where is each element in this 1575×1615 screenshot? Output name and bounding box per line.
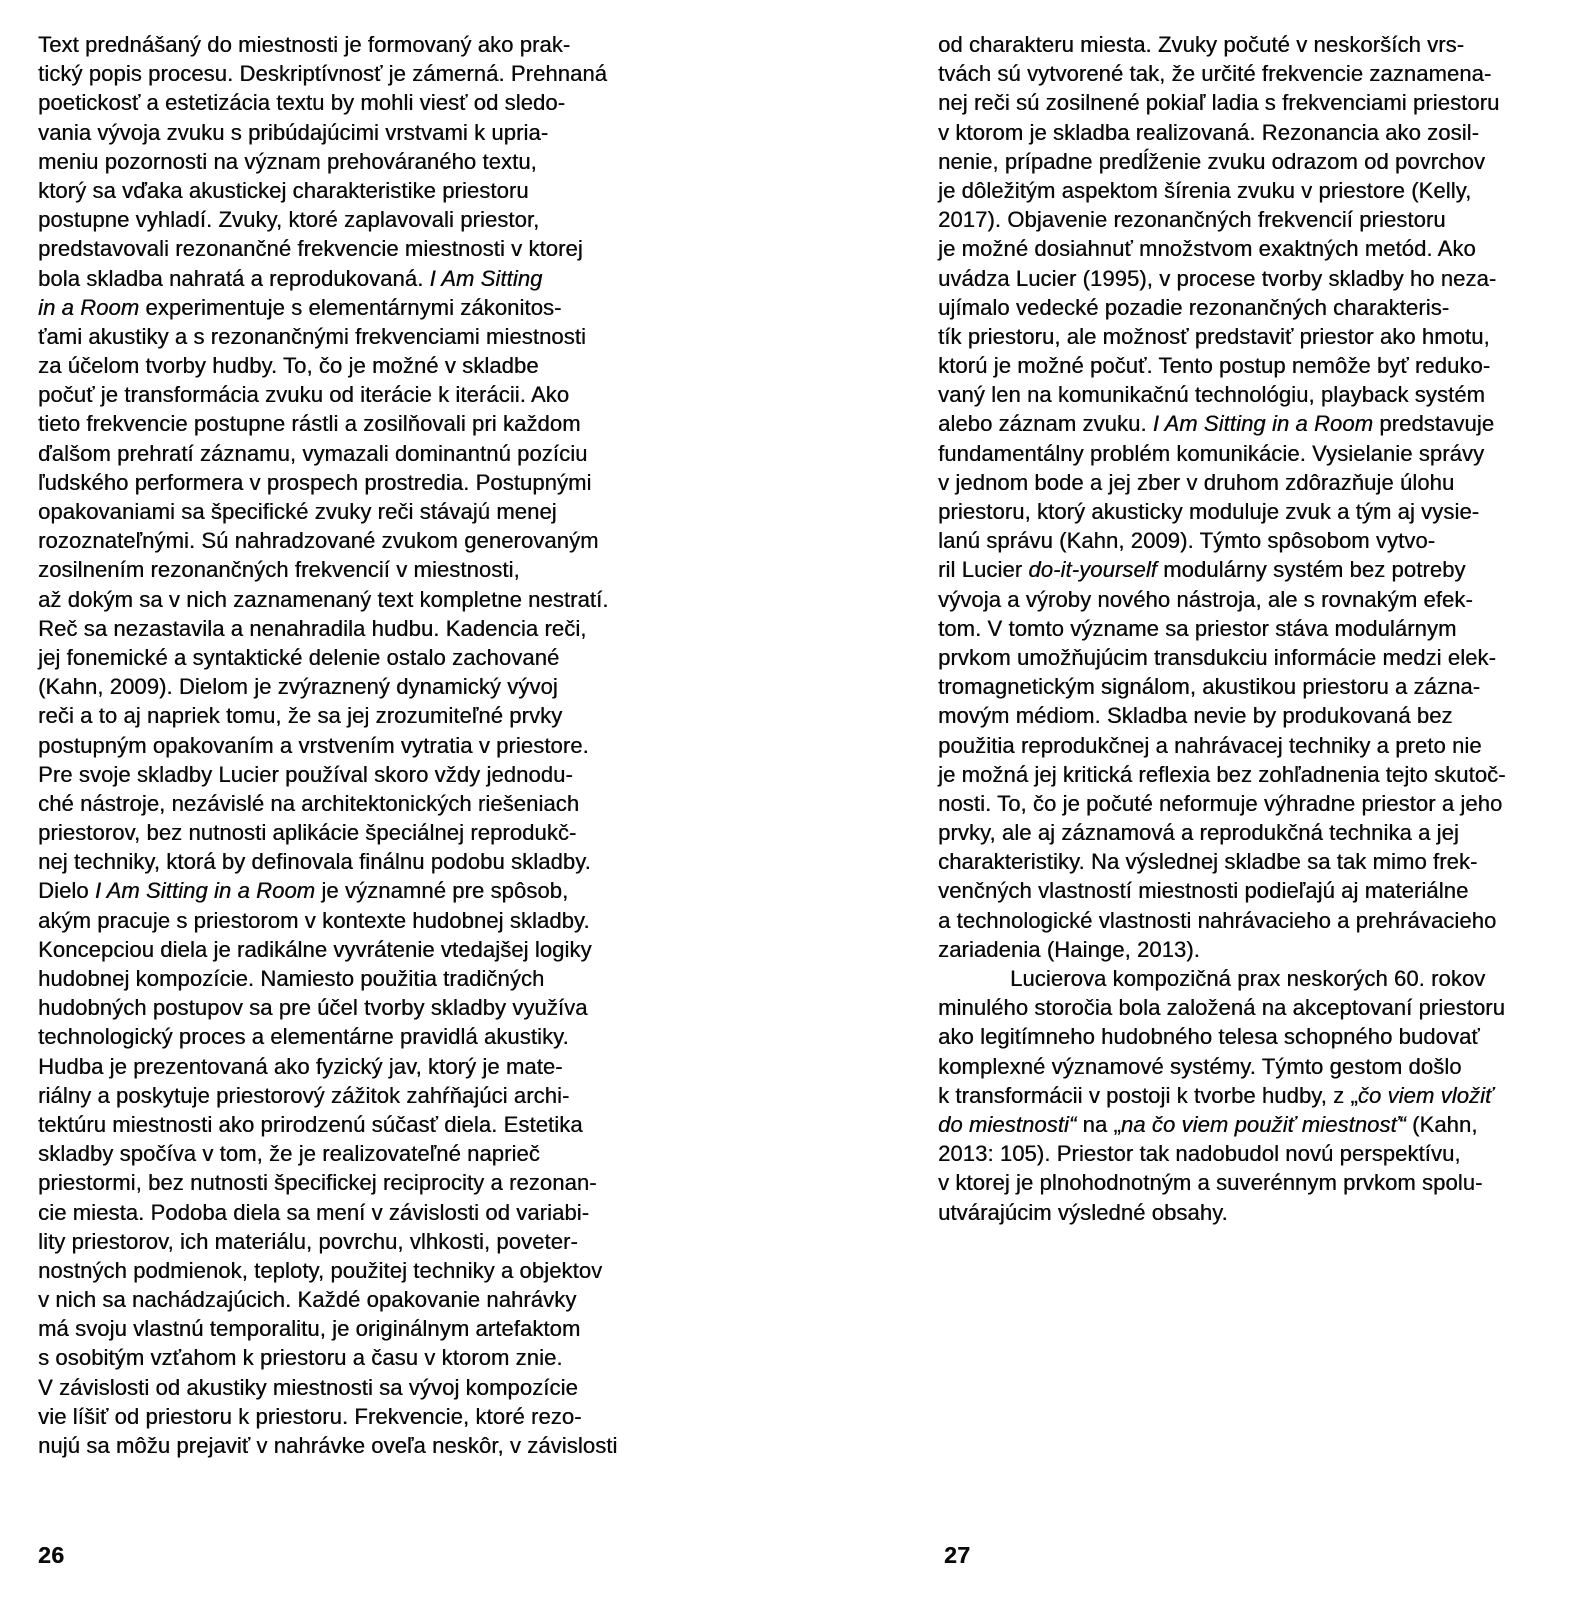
text-line: prvky, ale aj záznamová a reprodukčná technika a jej <box>938 820 1459 846</box>
text-line: Dielo I Am Sitting in a Room je významné pre spôsob, <box>38 878 569 904</box>
text-line: v jednom bode a jej zber v druhom zdôrazňuje úlohu <box>938 469 1455 495</box>
text-line: Pre svoje skladby Lucier používal skoro vždy jednodu- <box>38 761 573 787</box>
text-line: utvárajúcim výsledné obsahy. <box>938 1199 1228 1225</box>
text-line: ktorú je možné počuť. Tento postup nemôže byť reduko- <box>938 353 1491 379</box>
text-line: a technologické vlastnosti nahrávacieho a prehrávacieho <box>938 907 1497 933</box>
text-line: zariadenia (Hainge, 2013). <box>938 936 1200 962</box>
text-line: ktorý sa vďaka akustickej charakteristike priestoru <box>38 177 529 203</box>
text-line: Hudba je prezentovaná ako fyzický jav, ktorý je mate- <box>38 1053 563 1079</box>
text-line: nujú sa môžu prejaviť v nahrávke oveľa neskôr, v závislosti <box>38 1433 618 1458</box>
text-line: nej reči sú zosilnené pokiaľ ladia s frekvenciami priestoru <box>938 90 1500 116</box>
page-number-right: 27 <box>944 1542 971 1568</box>
text-line: priestoru, ktorý akusticky moduluje zvuk a tým aj vysie- <box>938 499 1480 524</box>
text-line: (Kahn, 2009). Dielom je zvýraznený dynamický vývoj <box>38 674 558 700</box>
text-line: tický popis procesu. Deskriptívnosť je zámerná. Prehnaná <box>38 61 608 87</box>
text-line: tieto frekvencie postupne rástli a zosilňovali pri každom <box>38 411 581 437</box>
text-line: tvách sú vytvorené tak, že určité frekvencie zaznamena- <box>938 61 1492 87</box>
text-line: nej techniky, ktorá by definovala finálnu podobu skladby. <box>38 849 591 875</box>
text-line: od charakteru miesta. Zvuky počuté v neskorších vrs- <box>938 32 1465 57</box>
text-line: meniu pozornosti na význam prehováraného textu, <box>38 148 537 174</box>
text-line: postupne vyhladí. Zvuky, ktoré zaplavovali priestor, <box>38 207 540 233</box>
text-line: tektúru miestnosti ako prirodzenú súčasť diela. Estetika <box>38 1111 583 1137</box>
text-line: akým pracuje s priestorom v kontexte hudobnej skladby. <box>38 907 590 933</box>
text-line: fundamentálny problém komunikácie. Vysielanie správy <box>938 440 1485 466</box>
text-line: počuť je transformácia zvuku od iterácie k iterácii. Ako <box>38 382 570 408</box>
text-line: tík priestoru, ale možnosť predstaviť priestor ako hmotu, <box>938 323 1490 349</box>
text-line: uvádza Lucier (1995), v procese tvorby skladby ho neza- <box>938 265 1497 291</box>
text-line: Koncepciou diela je radikálne vyvrátenie vtedajšej logiky <box>38 936 592 962</box>
text-line: v ktorom je skladba realizovaná. Rezonancia ako zosil- <box>938 119 1479 145</box>
text-line: použitia reprodukčnej a nahrávacej techniky a preto nie <box>938 732 1482 758</box>
text-line: venčných vlastností miestnosti podieľajú aj materiálne <box>938 878 1469 904</box>
text-line: 2013: 105). Priestor tak nadobudol novú perspektívu, <box>938 1141 1461 1167</box>
text-line: in a Room experimentuje s elementárnymi zákonitos- <box>38 294 562 320</box>
text-line: postupným opakovaním a vrstvením vytratia v priestore. <box>38 732 589 758</box>
text-line: lity priestorov, ich materiálu, povrchu, vlhkosti, poveter- <box>38 1228 578 1254</box>
text-line: technologický proces a elementárne pravidlá akustiky. <box>38 1024 569 1050</box>
text-line: v nich sa nachádzajúcich. Každé opakovanie nahrávky <box>38 1287 577 1313</box>
text-line: prvkom umožňujúcim transdukciu informácie medzi elek- <box>938 644 1496 670</box>
text-line: vývoja a výroby nového nástroja, ale s rovnakým efek- <box>938 586 1473 612</box>
text-line: Reč sa nezastavila a nenahradila hudbu. Kadencia reči, <box>38 615 587 641</box>
text-line: má svoju vlastnú temporalitu, je originálnym artefaktom <box>38 1316 581 1342</box>
text-line: priestorov, bez nutnosti aplikácie špeciálnej reprodukč- <box>38 820 577 846</box>
page-number-left: 26 <box>38 1542 65 1568</box>
text-line: vie líšiť od priestoru k priestoru. Frekvencie, ktoré rezo- <box>38 1403 582 1429</box>
text-line: V závislosti od akustiky miestnosti sa vývoj kompozície <box>38 1374 578 1400</box>
text-line: za účelom tvorby hudby. To, čo je možné v skladbe <box>38 353 539 379</box>
text-line: minulého storočia bola založená na akceptovaní priestoru <box>938 995 1505 1021</box>
text-line: je dôležitým aspektom šírenia zvuku v priestore (Kelly, <box>938 177 1472 203</box>
text-line: ďalšom prehratí záznamu, vymazali dominantnú pozíciu <box>38 440 588 466</box>
text-line: lanú správu (Kahn, 2009). Týmto spôsobom vytvo- <box>938 528 1436 554</box>
text-line: s osobitým vzťahom k priestoru a času v ktorom znie. <box>38 1345 563 1371</box>
text-line: nostných podmienok, teploty, použitej techniky a objektov <box>38 1257 603 1283</box>
text-line: do miestnosti“ na „na čo viem použiť miestnosť“ (Kahn, <box>938 1111 1478 1137</box>
text-line: bola skladba nahratá a reprodukovaná. I Am Sitting <box>38 265 543 291</box>
text-line: priestormi, bez nutnosti špecifickej reciprocity a rezonan- <box>38 1170 597 1196</box>
text-line: v ktorej je plnohodnotným a suverénnym prvkom spolu- <box>938 1170 1483 1196</box>
text-line: vaný len na komunikačnú technológiu, playback systém <box>938 382 1485 408</box>
text-line: Text prednášaný do miestnosti je formovaný ako prak- <box>38 32 571 57</box>
text-line: rozoznateľnými. Sú nahradzované zvukom generovaným <box>38 528 599 554</box>
text-line: ťami akustiky a s rezonančnými frekvenciami miestnosti <box>38 323 586 349</box>
text-line: hudobnej kompozície. Namiesto použitia tradičných <box>38 966 545 991</box>
text-line: ril Lucier do-it-yourself modulárny systém bez potreby <box>938 557 1466 583</box>
text-line: jej fonemické a syntaktické delenie ostalo zachované <box>38 644 560 670</box>
text-line: ché nástroje, nezávislé na architektonických riešeniach <box>38 790 580 816</box>
text-line: ujímalo vedecké pozadie rezonančných charakteris- <box>938 294 1450 320</box>
text-line: skladby spočíva v tom, že je realizovateľné naprieč <box>38 1141 540 1167</box>
text-line: tromagnetickým signálom, akustikou priestoru a zázna- <box>938 674 1481 700</box>
text-line: je možná jej kritická reflexia bez zohľadnenia tejto skutoč- <box>938 761 1506 787</box>
text-line: ľudského performera v prospech prostredia. Postupnými <box>38 469 592 495</box>
text-line: cie miesta. Podoba diela sa mení v závislosti od variabi- <box>38 1199 590 1225</box>
page-26-text-column <box>38 30 638 1460</box>
text-line: vania vývoja zvuku s pribúdajúcimi vrstvami k upria- <box>38 119 549 145</box>
page-27-text-column <box>938 30 1530 1227</box>
text-line: poetickosť a estetizácia textu by mohli viesť od sledo- <box>38 90 566 116</box>
text-line: nenie, prípadne predĺženie zvuku odrazom od povrchov <box>938 148 1485 174</box>
text-line: hudobných postupov sa pre účel tvorby skladby využíva <box>38 995 588 1021</box>
text-line: nosti. To, čo je počuté neformuje výhradne priestor a jeho <box>938 790 1503 816</box>
text-line: riálny a poskytuje priestorový zážitok zahŕňajúci archi- <box>38 1082 570 1108</box>
text-line: predstavovali rezonančné frekvencie miestnosti v ktorej <box>38 236 583 262</box>
text-line: je možné dosiahnuť množstvom exaktných metód. Ako <box>938 236 1476 262</box>
text-line: 2017). Objavenie rezonančných frekvencií priestoru <box>938 207 1446 233</box>
text-line: reči a to aj napriek tomu, že sa jej zrozumiteľné prvky <box>38 703 563 729</box>
text-line: komplexné významové systémy. Týmto gestom došlo <box>938 1053 1462 1079</box>
text-line: opakovaniami sa špecifické zvuky reči stávajú menej <box>38 499 557 524</box>
text-line: ako legitímneho hudobného telesa schopného budovať <box>938 1024 1480 1050</box>
text-line: až dokým sa v nich zaznamenaný text kompletne nestratí. <box>38 586 609 612</box>
text-line: zosilnením rezonančných frekvencií v miestnosti, <box>38 557 520 583</box>
text-line: movým médiom. Skladba nevie by produkovaná bez <box>938 703 1453 729</box>
text-line: charakteristiky. Na výslednej skladbe sa tak mimo frek- <box>938 849 1478 875</box>
text-line: Lucierova kompozičná prax neskorých 60. rokov <box>1010 966 1486 991</box>
text-line: tom. V tomto význame sa priestor stáva modulárnym <box>938 615 1457 641</box>
text-line: alebo záznam zvuku. I Am Sitting in a Room predstavuje <box>938 411 1495 437</box>
text-line: k transformácii v postoji k tvorbe hudby, z „čo viem vložiť <box>938 1082 1493 1108</box>
